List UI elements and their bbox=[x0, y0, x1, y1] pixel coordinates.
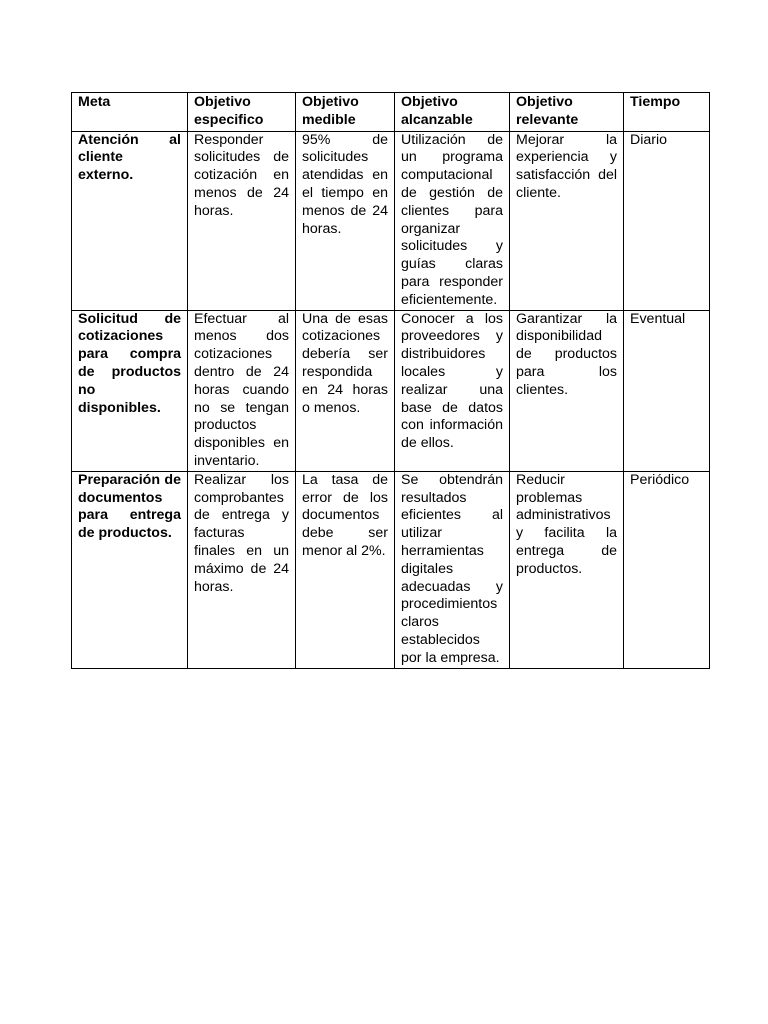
header-meta: Meta bbox=[72, 93, 188, 132]
cell-medible: La tasa de error de los documentos debe ser menor al 2%. bbox=[296, 471, 395, 668]
cell-alcanzable: Utilización de un programa computacional de gestión de clientes para organizar solicitudes y guías claras para responder eficientemente. bbox=[395, 131, 510, 310]
header-relevante: Objetivo relevante bbox=[510, 93, 624, 132]
header-especifico: Objetivo especifico bbox=[188, 93, 296, 132]
cell-relevante: Garantizar la disponibilidad de productos para los clientes. bbox=[510, 310, 624, 471]
header-row bbox=[72, 93, 710, 132]
cell-tiempo: Diario bbox=[624, 131, 710, 310]
table-header bbox=[72, 93, 710, 132]
header-tiempo: Tiempo bbox=[624, 93, 710, 132]
cell-tiempo: Periódico bbox=[624, 471, 710, 668]
cell-meta: Atención al cliente externo. bbox=[72, 131, 188, 310]
cell-medible: Una de esas cotizaciones debería ser respondida en 24 horas o menos. bbox=[296, 310, 395, 471]
cell-medible: 95% de solicitudes atendidas en el tiempo en menos de 24 horas. bbox=[296, 131, 395, 310]
cell-alcanzable: Se obtendrán resultados eficientes al utilizar herramientas digitales adecuadas y procedimientos claros establecidos por la empresa. bbox=[395, 471, 510, 668]
header-alcanzable: Objetivo alcanzable bbox=[395, 93, 510, 132]
table-body bbox=[72, 131, 710, 668]
cell-meta: Solicitud de cotizaciones para compra de productos no disponibles. bbox=[72, 310, 188, 471]
table-row bbox=[72, 471, 710, 668]
cell-relevante: Reducir problemas administrativos y facilita la entrega de productos. bbox=[510, 471, 624, 668]
table-row bbox=[72, 131, 710, 310]
header-medible: Objetivo medible bbox=[296, 93, 395, 132]
cell-relevante: Mejorar la experiencia y satisfacción del cliente. bbox=[510, 131, 624, 310]
cell-alcanzable: Conocer a los proveedores y distribuidores locales y realizar una base de datos con información de ellos. bbox=[395, 310, 510, 471]
cell-especifico: Realizar los comprobantes de entrega y facturas finales en un máximo de 24 horas. bbox=[188, 471, 296, 668]
smart-goals-table bbox=[71, 92, 710, 669]
table-row bbox=[72, 310, 710, 471]
cell-meta: Preparación de documentos para entrega de productos. bbox=[72, 471, 188, 668]
cell-especifico: Responder solicitudes de cotización en menos de 24 horas. bbox=[188, 131, 296, 310]
cell-especifico: Efectuar al menos dos cotizaciones dentro de 24 horas cuando no se tengan productos disponibles en inventario. bbox=[188, 310, 296, 471]
cell-tiempo: Eventual bbox=[624, 310, 710, 471]
